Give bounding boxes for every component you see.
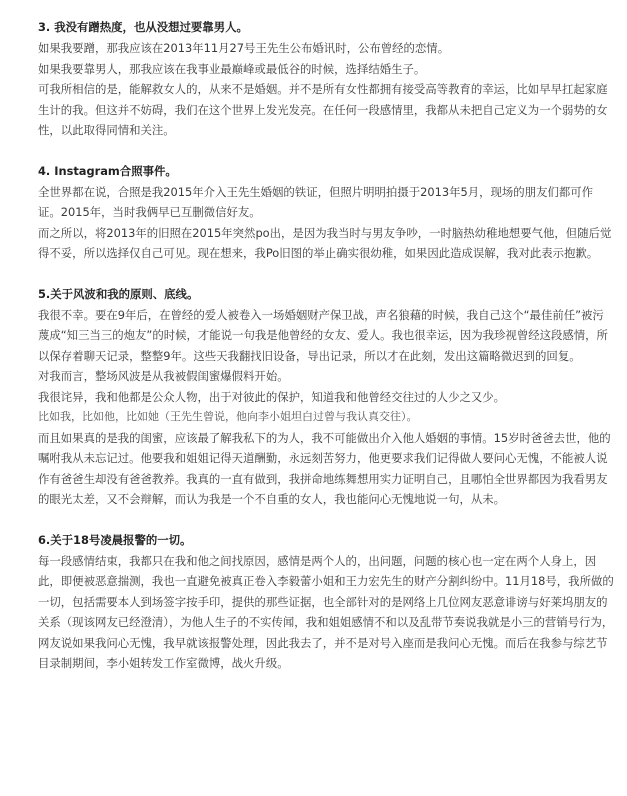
section-3 [38,17,615,141]
section-6 [38,530,615,674]
section-heading: 3. 我没有蹭热度，也从没想过要靠男人。 [38,20,248,34]
paragraph: 我很诧异，我和他都是公众人物，出于对彼此的保护，知道我和他曾经交往过的人少之又少。 [38,389,506,404]
paragraph: 如果我要靠男人，那我应该在我事业最巅峰或最低谷的时候，选择结婚生子。 [38,61,426,76]
section-5 [38,284,615,510]
section-spacer [38,141,615,161]
paragraph: 而之所以，将2013年的旧照在2015年突然po出，是因为我当时与男友争吵，一时脑热幼稚地想要气他，但随后觉得不妥，所以选择仅自己可见。现在想来，我Po旧图的举止确实很幼稚，如果因此造成误解，我对此表示抱歉。 [38,225,612,260]
paragraph: 全世界都在说，合照是我2015年介入王先生婚姻的铁证，但照片明明拍摄于2013年5月，现场的朋友们都可作证。2015年，当时我俩早已互删微信好友。 [38,184,594,219]
paragraph: 对我而言，整场风波是从我被假闺蜜爆假料开始。 [38,369,289,383]
paragraph: 每一段感情结束，我都只在我和他之间找原因，感情是两个人的，出问题，问题的核心也一定在两个人身上，因此，即便被恶意揣测，我也一直避免被真正卷入李毅蕾小姐和王力宏先生的财产分割纠纷中。11月18号，我所做的一切，包括需要本人到场签字按手印，提供的那些证据，也全部针对的是网络上几位网友恶意诽谤与好莱坞朋友的关系（现该网友已经澄清），为他人生子的不实传闻，我和姐姐感情不和以及乱带节奏说我就是小三的营销号行为，网友说如果我问心无愧，我早就该报警处理，因此我去了，并不是对号入座而是我问心无愧。而后在我参与综艺节目录制期间，李小姐转发工作室微博，战火升级。 [38,553,614,670]
section-4 [38,161,615,264]
paragraph: 我很不幸。要在9年后，在曾经的爱人被卷入一场婚姻财产保卫战，声名狼藉的时候，我自己这个“最佳前任”被污蔑成“知三当三的炮友”的时候，才能说一句我是他曾经的女友、爱人。我也很幸运，因为我珍视曾经这段感情，所以保存着聊天记录，整整9年。这些天我翻找旧设备，导出记录，所以才在此刻，发出这篇略微迟到的回复。 [38,307,608,363]
paragraph: 如果我要蹭，那我应该在2013年11月27号王先生公布婚讯时，公布曾经的恋情。 [38,41,450,55]
section-spacer [38,510,615,530]
section-heading: 5.关于风波和我的原则、底线。 [38,286,199,301]
paragraph: 可我所相信的是，能解救女人的，从来不是婚姻。并不是所有女性都拥有接受高等教育的幸运，比如早早扛起家庭生计的我。但这并不妨碍，我们在这个世界上发光发亮。在任何一段感情里，我都从未把自己定义为一个弱势的女性，以此取得同情和关注。 [38,82,608,137]
section-heading: 6.关于18号凌晨报警的一切。 [38,532,192,547]
paragraph: 而且如果真的是我的闺蜜，应该最了解我私下的为人，我不可能做出介入他人婚姻的事情。15岁时爸爸去世，他的嘱咐我从未忘记过。他要我和姐姐记得天道酬勤，永远刻苦努力，他更要求我们记得做人要问心无愧，不能被人说作有爸爸生却没有爸爸教养。我真的一直有做到，我拼命地练舞想用实力证明自己，且哪怕全世界都因为我看男友的眼光太差，又不会辩解，而认为我是一个不自重的女人，我也能问心无愧地说一句，从未。 [38,430,611,506]
paragraph: 比如我，比如他，比如她（王先生曾说，他向李小姐坦白过曾与我认真交往）。 [38,410,418,423]
section-heading: 4. Instagram合照事件。 [38,163,177,178]
section-spacer [38,264,615,284]
